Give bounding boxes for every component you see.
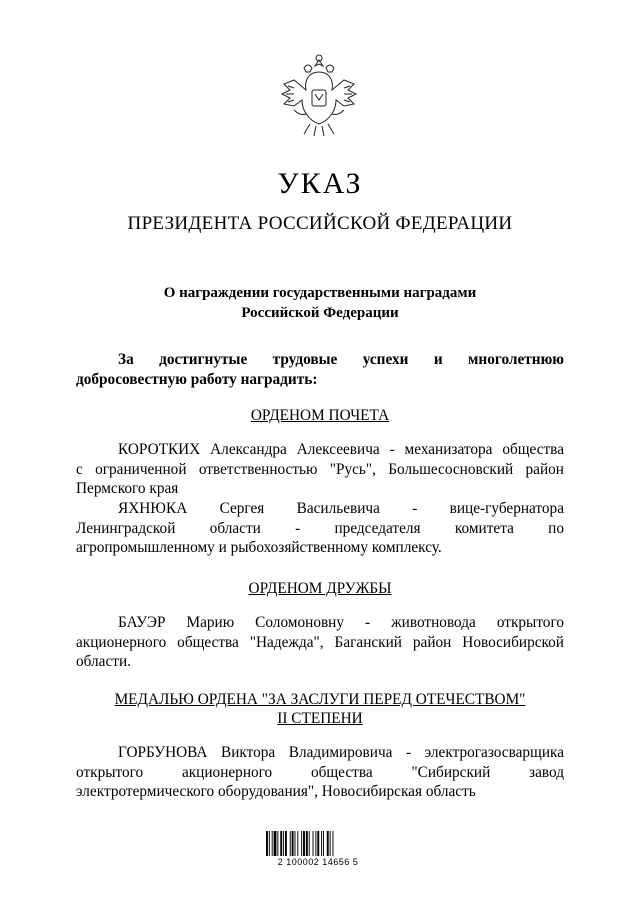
barcode-bar [327,831,329,856]
barcode-number: 2 100002 14656 5 [277,857,359,867]
barcode-bar [280,831,282,856]
section-heading-order-of-friendship: ОРДЕНОМ ДРУЖБЫ [248,580,392,597]
document-title: УКАЗ [277,167,363,200]
award-entry: ГОРБУНОВА Виктора Владимировича - электрогазосварщика открытого акционерного общества "Сибирский завод электротермического оборудования", Новосибирская область [76,744,564,800]
award-entry: КОРОТКИХ Александра Алексеевича - механизатора общества с ограниченной ответственностью "Русь", Большесосновский район Пермского края [76,441,564,497]
barcode-bar [297,831,298,856]
award-entry: ЯХНЮКА Сергея Васильевича - вице-губернатора Ленинградской области - председателя комитета по агропромышленному и рыбохозяйственному комплексу. [76,500,564,556]
subject-line-1: О награждении государственными наградами [163,285,477,301]
barcode-bar [330,831,331,856]
section-heading-order-of-honour: ОРДЕНОМ ПОЧЕТА [250,407,390,424]
barcode-bar [277,831,278,856]
decree-subject [0,283,640,323]
barcode-bar [269,831,270,856]
barcode-bar [274,831,277,856]
barcode-bar [266,831,268,856]
barcode-bar [333,831,334,856]
barcode-bar [290,831,291,856]
barcode-bar [303,831,305,856]
barcode-bar [301,831,302,856]
preamble-line-2: добросовестную работу наградить: [76,370,318,388]
document-subtitle: ПРЕЗИДЕНТА РОССИЙСКОЙ ФЕДЕРАЦИИ [127,213,513,234]
barcode-icon [264,831,364,856]
barcode-bar [295,831,296,856]
barcode-bar [283,831,284,856]
award-entry: БАУЭР Марию Соломоновну - животновода открытого акционерного общества "Надежда", Баганский район Новосибирской области. [76,614,564,670]
barcode-bar [306,831,308,856]
section-heading-medal: МЕДАЛЬЮ ОРДЕНА "ЗА ЗАСЛУГИ ПЕРЕД ОТЕЧЕСТВОМ" II СТЕПЕНИ [114,691,526,727]
barcode-bar [317,831,319,856]
barcode-bar [323,831,324,856]
barcode-bar [285,831,287,856]
preamble-line-1: За достигнутые трудовые успехи и многолетнюю [118,351,564,368]
barcode-bar [321,831,322,856]
preamble [76,350,564,389]
coat-of-arms-icon [274,50,364,144]
barcode-bar [309,831,310,856]
barcode-bar [292,831,294,856]
subject-line-2: Российской Федерации [241,305,399,321]
barcode-bar [315,831,316,856]
barcode-bar [272,831,273,856]
barcode-bar [313,831,314,856]
